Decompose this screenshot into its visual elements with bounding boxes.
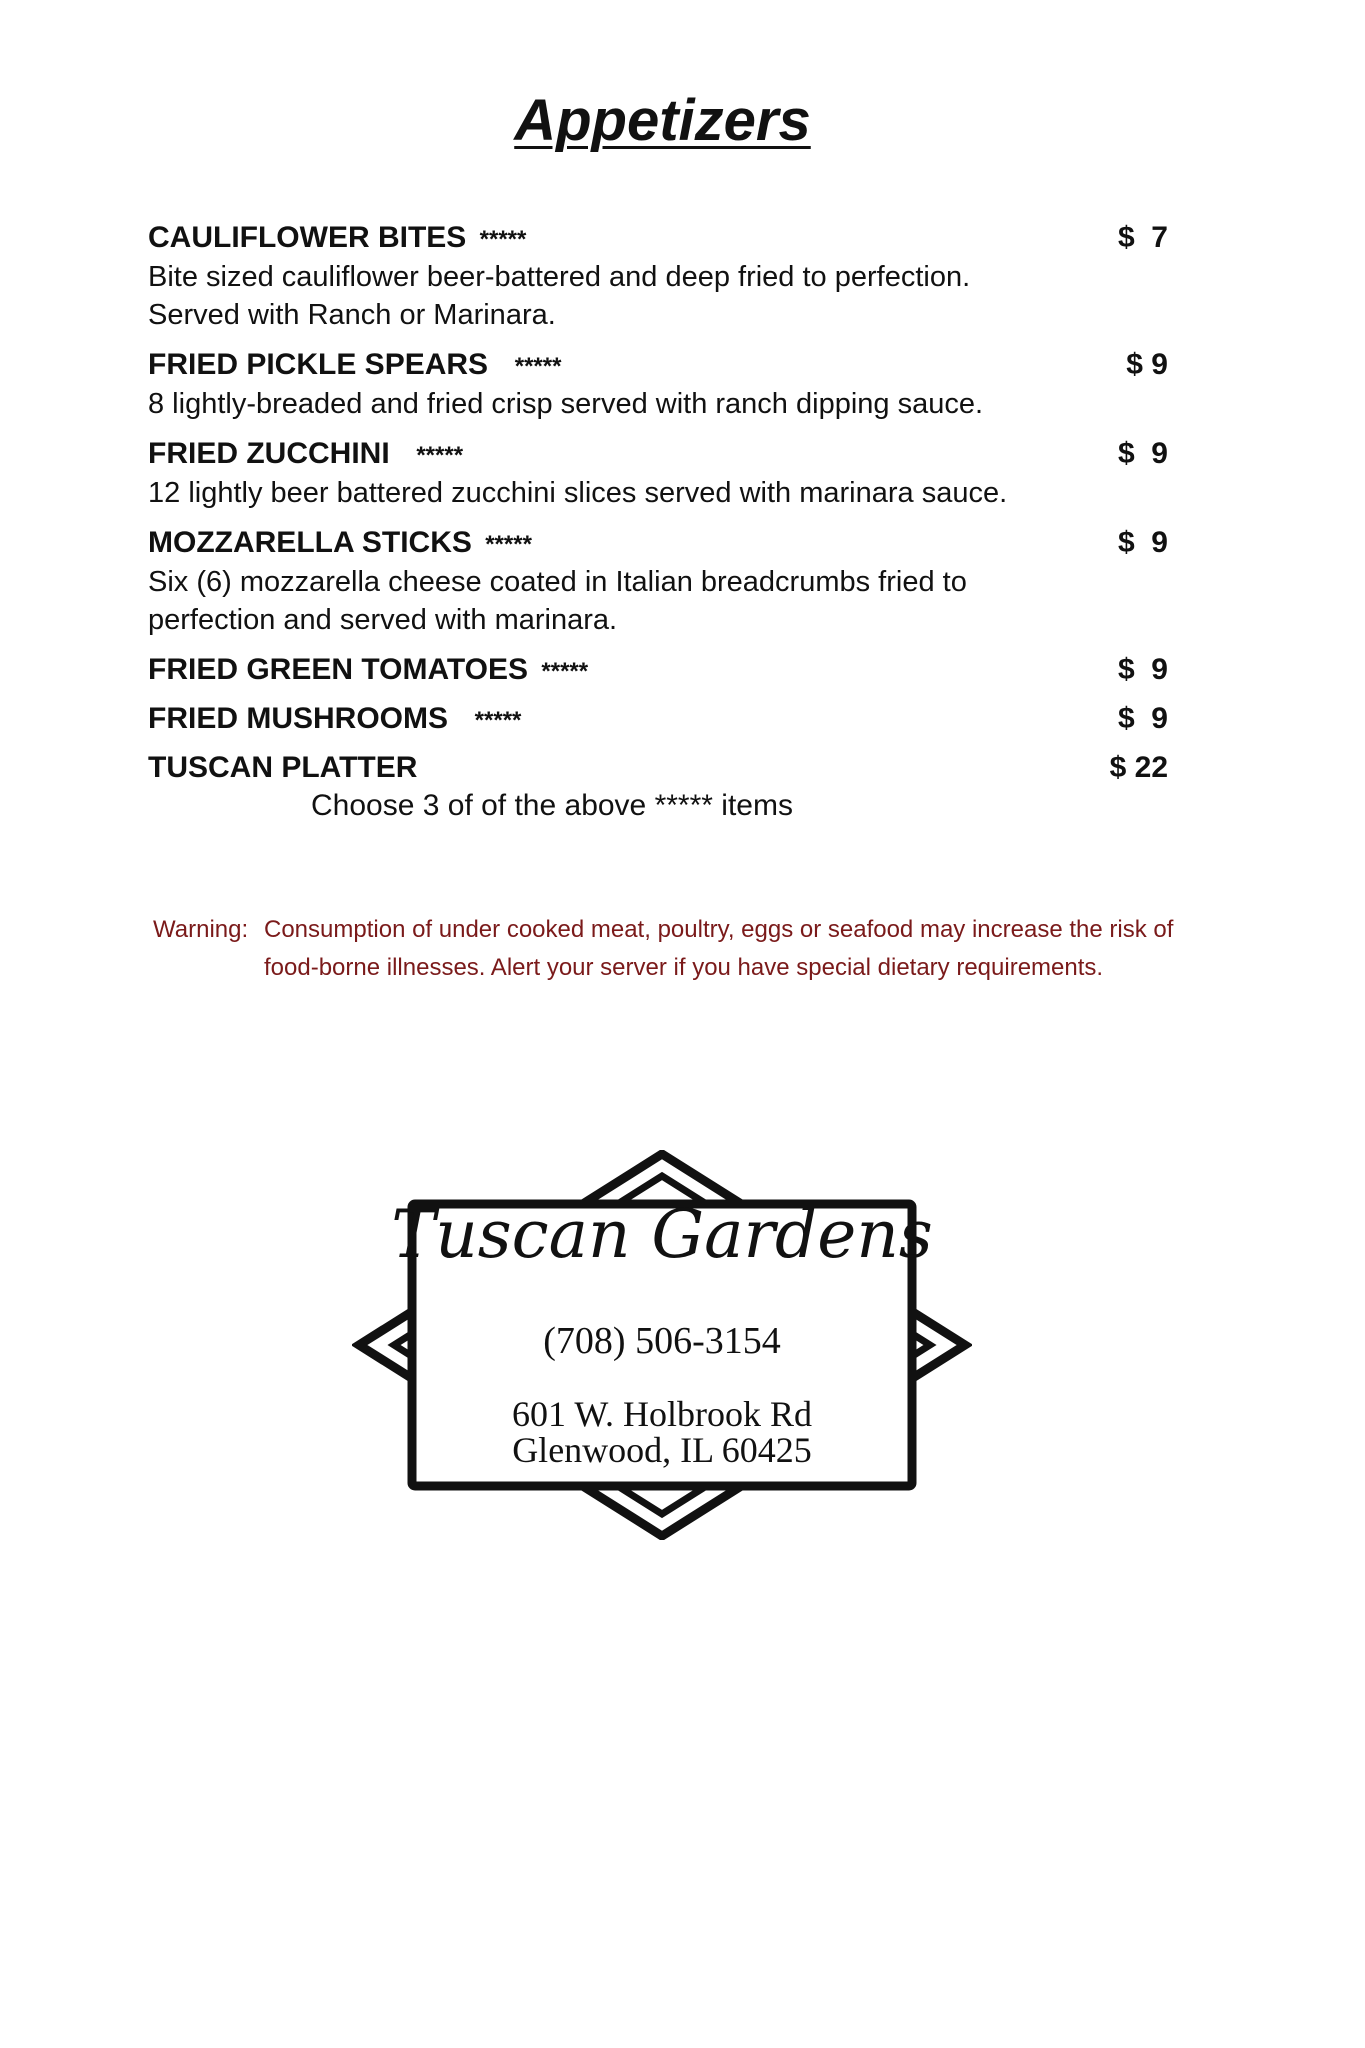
item-stars [390, 442, 463, 469]
item-stars-text: ***** [474, 707, 522, 734]
item-price: $ 9 [1117, 437, 1168, 470]
item-name: FRIED MUSHROOMS [148, 702, 448, 735]
restaurant-logo [352, 1150, 972, 1540]
item-header [148, 650, 1168, 690]
item-name: FRIED PICKLE SPEARS [148, 348, 489, 381]
menu-item [148, 523, 1168, 639]
item-price: $ 9 [1126, 348, 1168, 381]
item-stars-text: ***** [416, 442, 464, 469]
item-stars-text: ***** [479, 226, 527, 253]
item-price: $ 9 [1117, 702, 1168, 735]
item-stars-text: ***** [541, 658, 589, 685]
logo-restaurant-name: Tuscan Gardens [391, 1196, 933, 1273]
item-price: $ 9 [1117, 653, 1168, 686]
item-name: FRIED ZUCCHINI [148, 437, 390, 470]
item-header [148, 523, 1168, 563]
item-description: Bite sized cauliflower beer-battered and deep fried to perfection. Served with Ranch or Marinara. [148, 261, 971, 331]
platter-note: Choose 3 of of the above ***** items [311, 789, 793, 822]
appetizer-menu [148, 218, 1168, 799]
page-title: Appetizers [514, 88, 811, 153]
item-price: $ 9 [1117, 526, 1168, 559]
menu-item [148, 434, 1168, 512]
item-title [148, 650, 588, 690]
item-title [148, 523, 532, 563]
item-stars [488, 353, 561, 380]
logo-phone: (708) 506-3154 [543, 1320, 781, 1362]
item-name: FRIED GREEN TOMATOES [148, 653, 529, 686]
item-title [148, 434, 463, 474]
item-stars [528, 658, 588, 685]
warning-text: Consumption of under cooked meat, poultry, eggs or seafood may increase the risk of food-borne illnesses. Alert your server if you have special dietary requirements. [264, 916, 1174, 981]
item-description: Six (6) mozzarella cheese coated in Italian breadcrumbs fried to perfection and served with marinara. [148, 566, 967, 636]
warning-notice [153, 911, 1183, 987]
menu-item [148, 650, 1168, 690]
item-header [148, 434, 1168, 474]
item-title [148, 699, 521, 739]
item-title [148, 218, 526, 258]
menu-item [148, 345, 1168, 423]
item-name: CAULIFLOWER BITES [148, 221, 467, 254]
item-name: MOZZARELLA STICKS [148, 526, 472, 559]
item-price: $ 7 [1117, 221, 1168, 254]
item-stars [466, 226, 526, 253]
warning-label: Warning: [153, 916, 255, 943]
menu-item [148, 218, 1168, 334]
item-price: $ 22 [1109, 751, 1168, 784]
item-description: 8 lightly-breaded and fried crisp served with ranch dipping sauce. [148, 388, 984, 420]
item-stars [472, 531, 532, 558]
item-title [148, 345, 561, 385]
item-description: 12 lightly beer battered zucchini slices served with marinara sauce. [148, 477, 1008, 509]
item-header [148, 218, 1168, 258]
logo-address-street: 601 W. Holbrook Rd [511, 1394, 813, 1434]
item-title [148, 748, 417, 788]
item-name: TUSCAN PLATTER [148, 751, 418, 784]
menu-item [148, 748, 1168, 788]
menu-item [148, 699, 1168, 739]
item-stars [448, 707, 521, 734]
item-stars-text: ***** [485, 531, 532, 558]
item-header [148, 699, 1168, 739]
item-header [148, 748, 1168, 788]
logo-address-city: Glenwood, IL 60425 [512, 1430, 812, 1470]
item-header [148, 345, 1168, 385]
item-stars-text: ***** [514, 353, 562, 380]
